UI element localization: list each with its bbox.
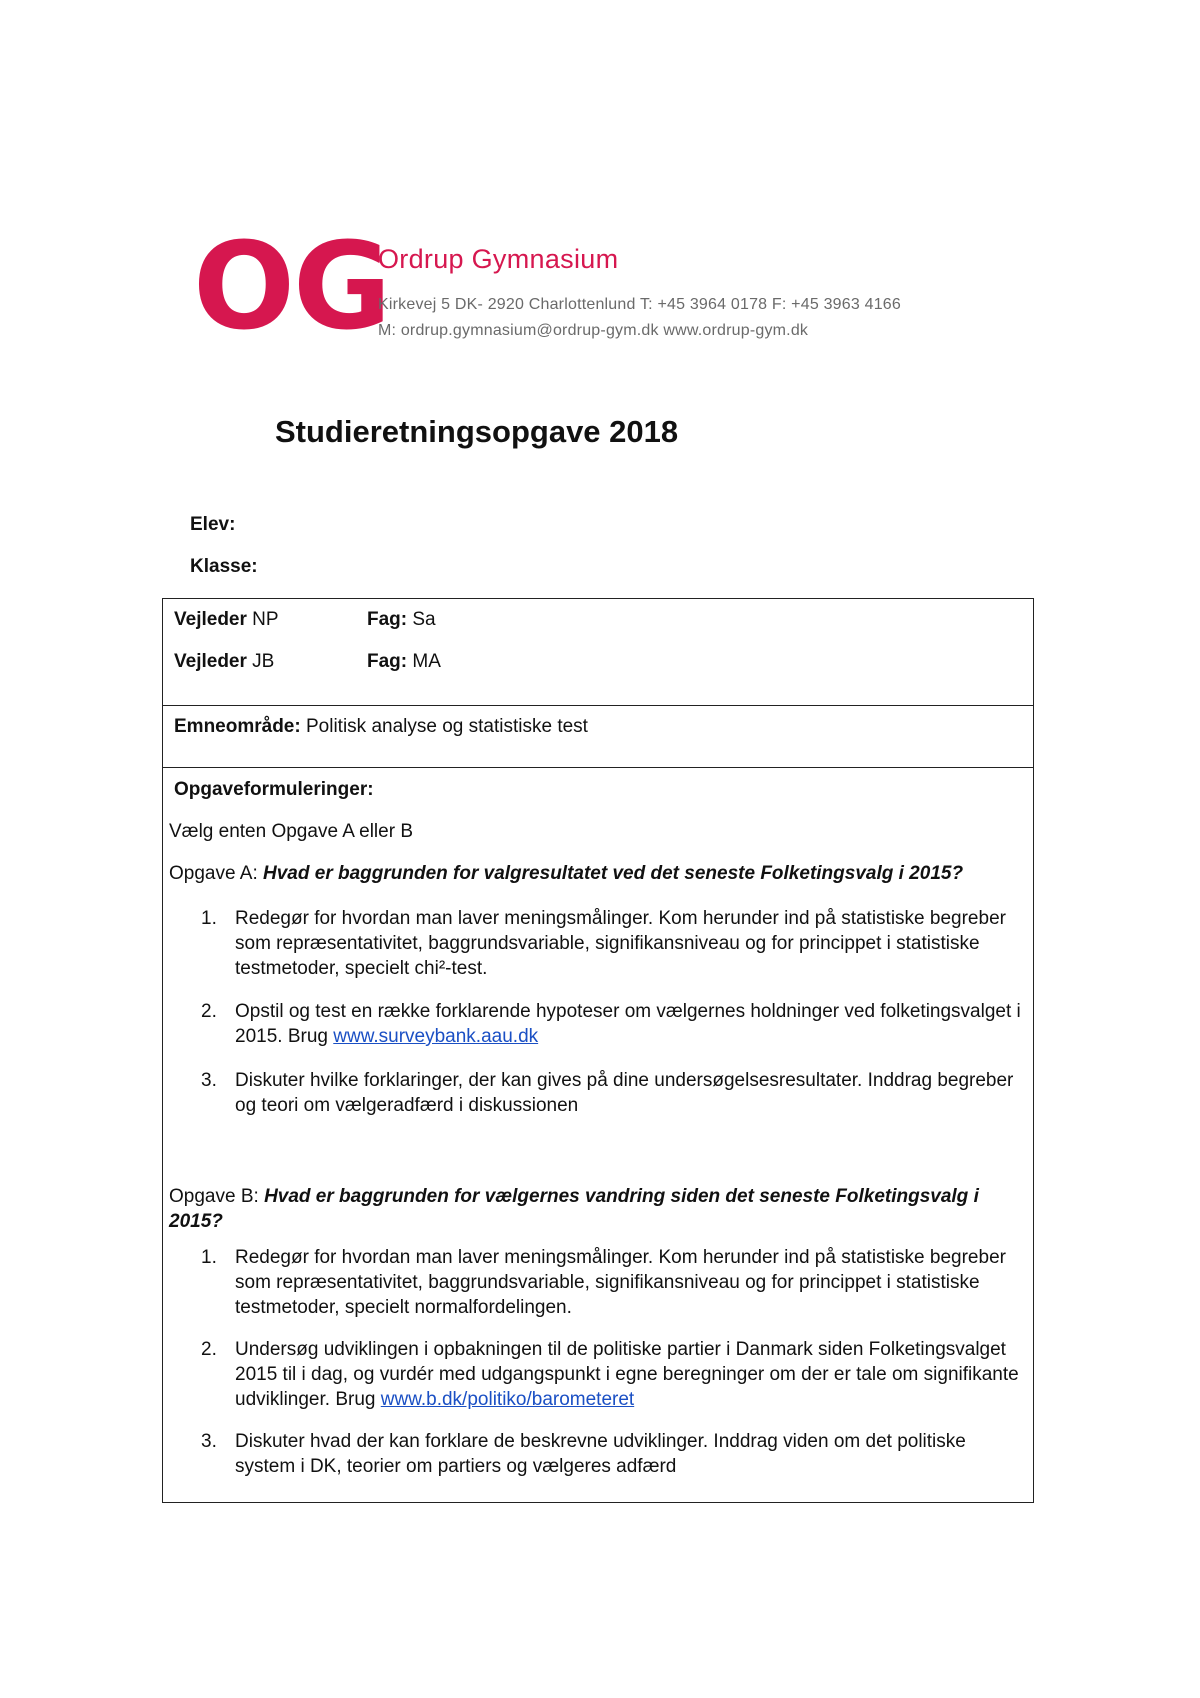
item-text: Opstil og test en række forklarende hypoteser om vælgernes holdninger ved folketingsvalget i 2015. Brug www.surveybank.aau.dk xyxy=(235,1001,1021,1047)
item-number: 3. xyxy=(201,1070,217,1091)
topic-value: Politisk analyse og statistiske test xyxy=(300,716,588,737)
item-number: 1. xyxy=(201,1247,217,1268)
opgave-a-question: Hvad er baggrunden for valgresultatet ved det seneste Folketingsvalg i 2015? xyxy=(263,863,964,884)
item-text: Redegør for hvordan man laver meningsmålinger. Kom herunder ind på statistiske begreber som repræsentativitet, baggrundsvariable, signifikansniveau og for princippet i statistiske testmetoder, specielt normalfordelingen. xyxy=(235,1247,1006,1318)
topic-label: Emneområde: xyxy=(174,716,301,737)
subject-ma xyxy=(367,651,441,673)
opgave-b-question: Hvad er baggrunden for vælgernes vandring siden det seneste Folketingsvalg i 2015? xyxy=(169,1186,979,1232)
subject-sa xyxy=(367,609,436,631)
opgave-a-prefix: Opgave A: xyxy=(169,863,264,884)
vejleder-label: Vejleder xyxy=(174,609,247,630)
opgave-b-heading xyxy=(169,1184,1029,1234)
og-logo: OG xyxy=(193,218,390,357)
vejleder-name: NP xyxy=(246,609,279,630)
opgave-a-heading xyxy=(169,863,963,885)
tasks-heading: Opgaveformuleringer: xyxy=(174,779,374,800)
fag-value: Sa xyxy=(407,609,436,630)
assignment-box xyxy=(162,598,1034,1503)
item-number: 2. xyxy=(201,1339,217,1360)
fag-value: MA xyxy=(407,651,441,672)
contact-address-line: Kirkevej 5 DK- 2920 Charlottenlund T: +45 3964 0178 F: +45 3963 4166 xyxy=(378,296,901,313)
item-text: Undersøg udviklingen i opbakningen til de politiske partier i Danmark siden Folketingsvalget 2015 til i dag, og vurdér med udgangspunkt i egne beregninger om der er tale om signifikante udviklinger. Brug www.b.dk/politiko/barometeret xyxy=(235,1339,1019,1410)
opgave-b-prefix: Opgave B: xyxy=(169,1186,265,1207)
divider xyxy=(163,705,1033,706)
tasks-intro: Vælg enten Opgave A eller B xyxy=(169,821,413,842)
surveybank-link[interactable]: www.surveybank.aau.dk xyxy=(333,1026,539,1047)
document-title: Studieretningsopgave 2018 xyxy=(275,414,679,449)
item-text: Diskuter hvad der kan forklare de beskrevne udviklinger. Inddrag viden om det politiske system i DK, teorier om partiers og vælgeres adfærd xyxy=(235,1431,966,1477)
item-number: 2. xyxy=(201,1001,217,1022)
contact-web-line: M: ordrup.gymnasium@ordrup-gym.dk www.ordrup-gym.dk xyxy=(378,322,809,339)
item-text: Diskuter hvilke forklaringer, der kan gives på dine undersøgelsesresultater. Inddrag begreber og teori om vælgeradfærd i diskussionen xyxy=(235,1070,1014,1116)
divider xyxy=(163,767,1033,768)
item-number: 3. xyxy=(201,1431,217,1452)
topic-line xyxy=(174,716,588,738)
item-number: 1. xyxy=(201,908,217,929)
school-name: Ordrup Gymnasium xyxy=(378,244,619,274)
fag-label: Fag: xyxy=(367,651,408,672)
supervisor-np xyxy=(174,609,279,631)
item-text: Redegør for hvordan man laver meningsmålinger. Kom herunder ind på statistiske begreber som repræsentativitet, baggrundsvariable, signifikansniveau og for princippet i statistiske testmetoder, specielt chi²-test. xyxy=(235,908,1006,979)
vejleder-label: Vejleder xyxy=(174,651,247,672)
klasse-label: Klasse: xyxy=(190,556,258,577)
vejleder-name: JB xyxy=(246,651,275,672)
elev-label: Elev: xyxy=(190,514,236,535)
barometeret-link[interactable]: www.b.dk/politiko/barometeret xyxy=(380,1389,635,1410)
supervisor-jb xyxy=(174,651,274,673)
fag-label: Fag: xyxy=(367,609,408,630)
